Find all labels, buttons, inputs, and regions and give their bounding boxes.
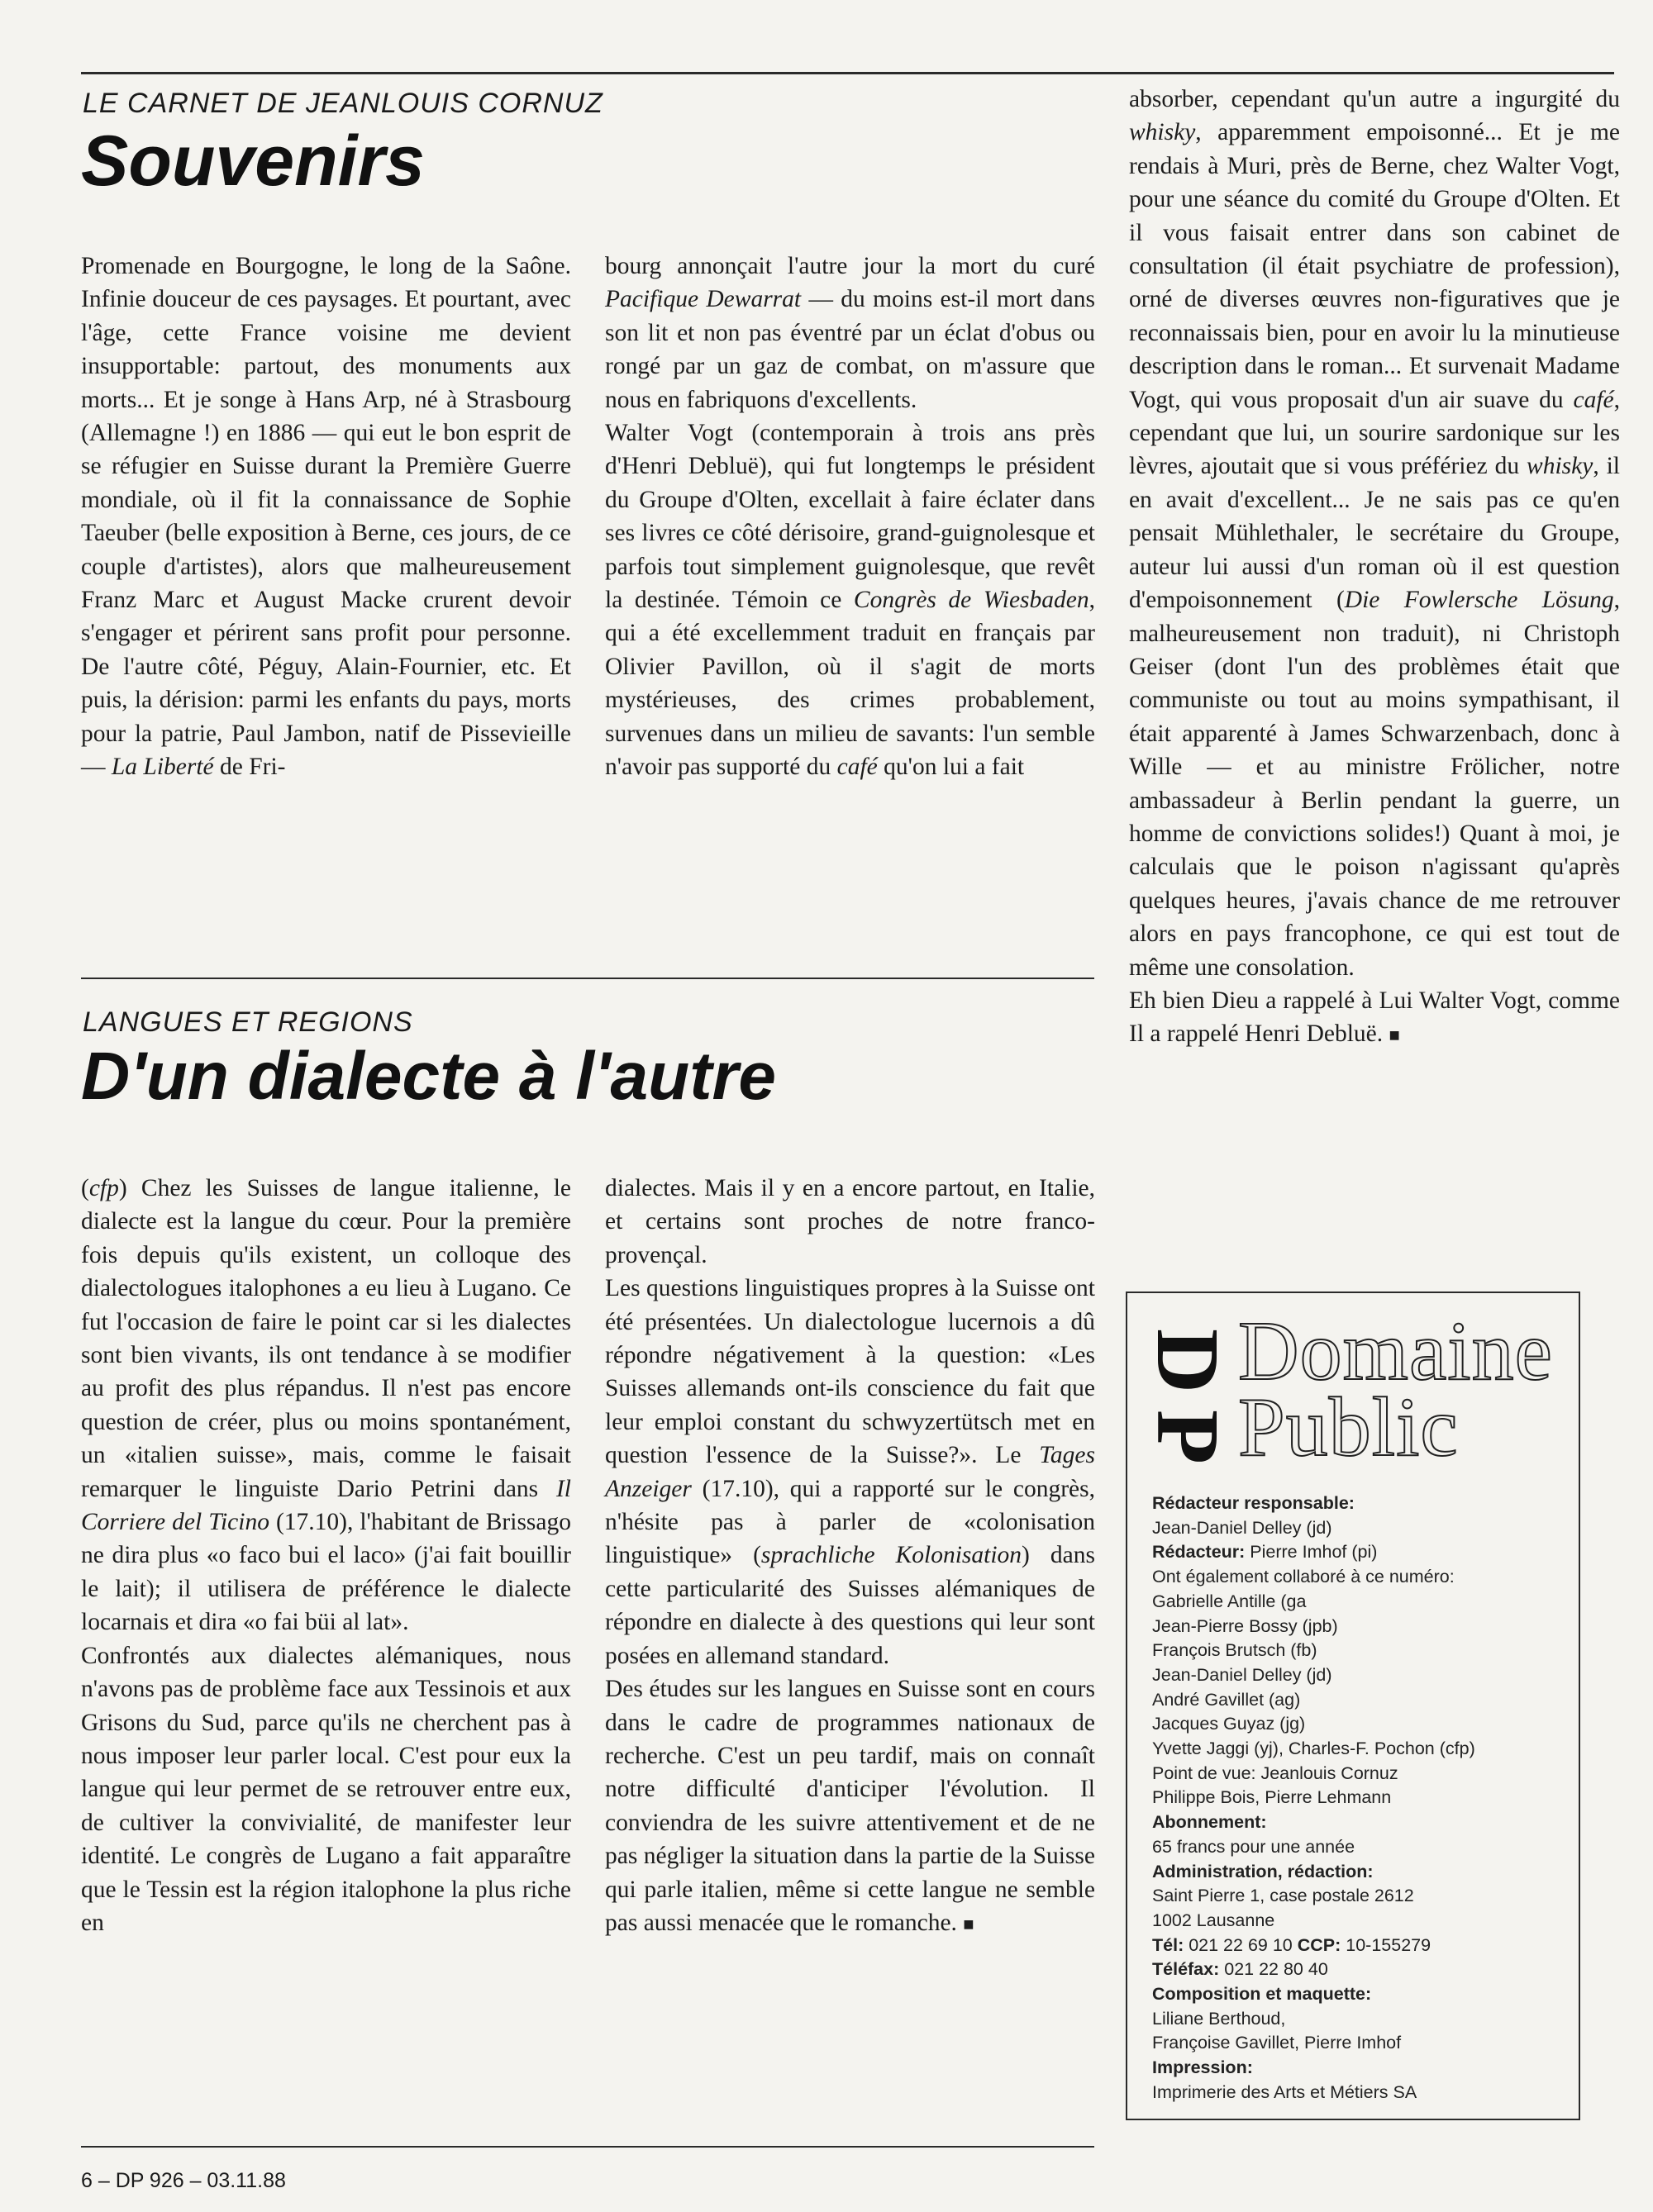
masthead-line: Gabrielle Antille (ga [1152,1591,1307,1611]
article2-kicker: LANGUES ET REGIONS [83,1006,413,1038]
dp-logo-letters [1138,1310,1236,1467]
bottom-rule [81,2146,1094,2148]
masthead-line: Rédacteur: Pierre Imhof (pi) [1152,1542,1378,1563]
masthead-line: Yvette Jaggi (yj), Charles-F. Pochon (cfp) [1152,1739,1475,1759]
masthead-line: Liliane Berthoud, [1152,2008,1286,2029]
article2-column-2: dialectes. Mais il y en a encore partout, en Italie, et certains sont proches de notre franco-provençal. Les questions linguistiques propres à la Suisse ont été présentées. Un dialectologue lucernois a dû répondre négativement à la question: «Les Suisses allemands ont-ils conscience du fait que leur emploi constant du schwyzertütsch met en question l'essence de la Suisse?». Le Tages Anzeiger (17.10), qui a rapporté sur le congrès, n'hésite pas à parler de «colonisation linguistique» (sprachliche Kolonisation) dans cette particularité des Suisses alémaniques de répondre en dialecte à des questions qui leur sont posées en allemand standard. Des études sur les langues en Suisse sont en cours dans le cadre de programmes nationaux de recherche. C'est un peu tardif, mais on connaît notre difficulté d'anticiper l'évolution. Il conviendra de les suivre attentivement et de ne pas négliger la situation dans la partie de la Suisse qui parle italien, même si cette langue ne semble pas aussi menacée que le romanche. ■ [605,1175,1095,1936]
masthead-line: 65 francs pour une année [1152,1836,1355,1857]
dp-logo [1138,1305,1577,1474]
article1-title: Souvenirs [81,121,425,201]
article1-column-1: Promenade en Bourgogne, le long de la Saône. Infinie douceur de ces paysages. Et pourtant, avec l'âge, cette France voisine me devient insupportable: partout, des monuments aux morts... Et je songe à Hans Arp, né à Strasbourg (Allemagne !) en 1886 — qui eut le bon esprit de se réfugier en Suisse durant la Première Guerre mondiale, où il fit la connaissance de Sophie Taeuber (belle exposition à Berne, ces jours, de ce couple d'artistes), alors que malheureusement Franz Marc et August Macke crurent devoir s'engager et périrent sans profit pour personne. De l'autre côté, Péguy, Alain-Fournier, etc. Et puis, la dérision: parmi les enfants du pays, morts pour la patrie, Paul Jambon, natif de Pissevieille — La Liberté de Fri- [81,253,571,781]
masthead-line: Jean-Daniel Delley (jd) [1152,1517,1332,1538]
masthead-line: François Brutsch (fb) [1152,1640,1317,1661]
masthead-line: Jacques Guyaz (jg) [1152,1714,1306,1734]
article1-column-3: absorber, cependant qu'un autre a ingurgité du whisky, apparemment empoisonné... Et je me rendais à Muri, près de Berne, chez Walter Vogt, pour une séance du comité du Groupe d'Olten. Et il vous faisait entrer dans son cabinet de consultation (il était psychiatre de profession), orné de diverses œuvres non-figuratives que je reconnaissais bien, pour en avoir lu la minutieuse description dans le roman... Et survenait Madame Vogt, qui vous proposait d'un air suave du café, cependant que lui, un sourire sardonique sur les lèvres, ajoutait que si vous préfériez du whisky, il en avait d'excellent... Je ne sais pas ce qu'en pensait Mühlethaler, le secrétaire du Groupe, auteur lui aussi d'un roman où il est question d'empoisonnement (Die Fowlersche Lösung, malheureusement non traduit), ni Christoph Geiser (dont l'un des problèmes était que communiste ou tout au moins sympathisant, il était apparenté à James Schwarzenbach, donc à Wille — et au ministre Frölicher, notre ambassadeur à Berlin pendant la guerre, un homme de convictions solides!) Quant à moi, je calculais que le poison n'agissant qu'après quelques heures, j'avais chance de me retrouver alors en pays francophone, ce qui est tout de même une consolation. Eh bien Dieu a rappelé à Lui Walter Vogt, comme Il a rappelé Henri Debluë. ■ [1129,86,1620,1048]
masthead-line: Rédacteur responsable: [1152,1493,1355,1513]
masthead-line: Jean-Daniel Delley (jd) [1152,1664,1332,1685]
masthead-line: Ont également collaboré à ce numéro: [1152,1567,1455,1587]
logo-letter-p: P [1138,1410,1236,1464]
masthead-line: Point de vue: Jeanlouis Cornuz [1152,1762,1398,1783]
masthead-line: Tél: 021 22 69 10 CCP: 10-155279 [1152,1934,1431,1955]
masthead-line: André Gavillet (ag) [1152,1689,1301,1710]
page-folio: 6 – DP 926 – 03.11.88 [81,2169,286,2192]
logo-word-public: Public [1238,1381,1459,1474]
masthead-line: Abonnement: [1152,1812,1267,1833]
logo-letter-d: D [1138,1329,1236,1393]
masthead-line: Philippe Bois, Pierre Lehmann [1152,1787,1392,1808]
masthead-line: Jean-Pierre Bossy (jpb) [1152,1615,1338,1636]
logo-word-domaine: Domaine [1238,1305,1553,1398]
section-divider-rule [81,978,1094,979]
masthead-line: Saint Pierre 1, case postale 2612 [1152,1886,1414,1906]
masthead-line: Administration, rédaction: [1152,1861,1374,1881]
masthead-line: Impression: [1152,2057,1253,2078]
article2-column-1: (cfp) Chez les Suisses de langue italienne, le dialecte est la langue du cœur. Pour la première fois depuis qu'ils existent, un colloque des dialectologues italophones a eu lieu à Lugano. Ce fut l'occasion de faire le point car si les dialectes sont bien vivants, ils ont tendance à se modifier au profit des plus répandus. Il n'est pas encore question de créer, plus ou moins spontanément, un «italien suisse», mais, comme le faisait remarquer le linguiste Dario Petrini dans Il Corriere del Ticino (17.10), l'habitant de Brissago ne dira plus «o faco bui el laco» (j'ai fait bouillir le lait); il utilisera de préférence le dialecte locarnais et dira «o fai büi al lat». Confrontés aux dialectes alémaniques, nous n'avons pas de problème face aux Tessinois et aux Grisons du Sud, parce qu'ils ne cherchent pas à nous imposer leur parler local. C'est pour eux la langue qui leur permet de se retrouver entre eux, de cultiver la convivialité, de manifester leur identité. Le congrès de Lugano a fait apparaître que le Tessin est la région italophone la plus riche en [81,1175,571,1936]
article1-column-2: bourg annonçait l'autre jour la mort du curé Pacifique Dewarrat — du moins est-il mort dans son lit et non pas éventré par un éclat d'obus ou rongé par un gaz de combat, on m'assure que nous en fabriquons d'excellents. Walter Vogt (contemporain à trois ans près d'Henri Debluë), qui fut longtemps le président du Groupe d'Olten, excellait à faire éclater dans ses livres ce côté dérisoire, grand-guignolesque et parfois tout simplement guignolesque, que revêt la destinée. Témoin ce Congrès de Wiesbaden, qui a été excellemment traduit en français par Olivier Pavillon, où il s'agit de morts mystérieuses, des crimes probablement, survenues dans un milieu de savants: l'un semble n'avoir pas supporté du café qu'on lui a fait [605,253,1095,781]
masthead-line: Imprimerie des Arts et Métiers SA [1152,2081,1417,2102]
masthead-line: Françoise Gavillet, Pierre Imhof [1152,2033,1402,2053]
masthead-credits [1152,1491,1574,2105]
masthead-line: Composition et maquette: [1152,1984,1372,2005]
masthead-line: 1002 Lausanne [1152,1910,1275,1930]
article1-kicker: LE CARNET DE JEANLOUIS CORNUZ [83,88,603,119]
masthead-box [1126,1292,1580,2120]
masthead-line: Téléfax: 021 22 80 40 [1152,1959,1328,1980]
article2-title: D'un dialecte à l'autre [81,1039,777,1114]
top-rule [81,72,1614,74]
